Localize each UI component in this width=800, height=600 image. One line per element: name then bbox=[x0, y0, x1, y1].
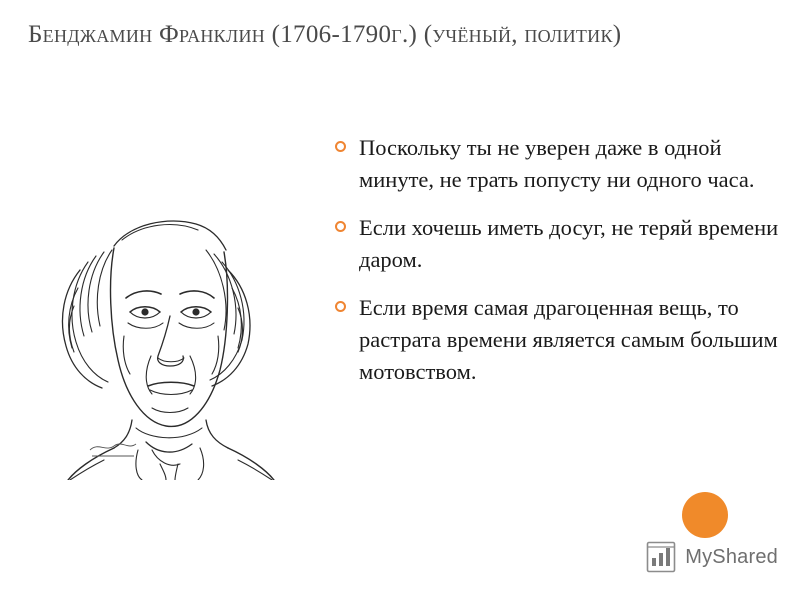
title-block bbox=[28, 18, 758, 51]
bullet-ring-icon bbox=[335, 212, 359, 236]
decorative-orange-circle bbox=[682, 492, 728, 538]
portrait-image bbox=[18, 120, 318, 480]
list-item bbox=[335, 132, 785, 196]
chart-document-icon bbox=[644, 540, 678, 574]
bullet-ring-icon bbox=[335, 132, 359, 156]
logo-text: MyShared bbox=[685, 545, 778, 568]
franklin-portrait-icon bbox=[18, 120, 318, 480]
list-item bbox=[335, 292, 785, 388]
bullet-list bbox=[335, 132, 785, 404]
list-item bbox=[335, 212, 785, 276]
list-item-text: Поскольку ты не уверен даже в одной минуте, не трать попусту ни одного часа. bbox=[359, 135, 755, 192]
list-item-text: Если время самая драгоценная вещь, то растрата времени является самым большим мотовством. bbox=[359, 295, 778, 384]
list-item-text: Если хочешь иметь досуг, не теряй времени даром. bbox=[359, 215, 779, 272]
bullet-ring-icon bbox=[335, 292, 359, 316]
myshared-logo[interactable] bbox=[644, 534, 778, 580]
page-title: Бенджамин Франклин (1706-1790г.) (учёный, политик) bbox=[28, 21, 622, 48]
